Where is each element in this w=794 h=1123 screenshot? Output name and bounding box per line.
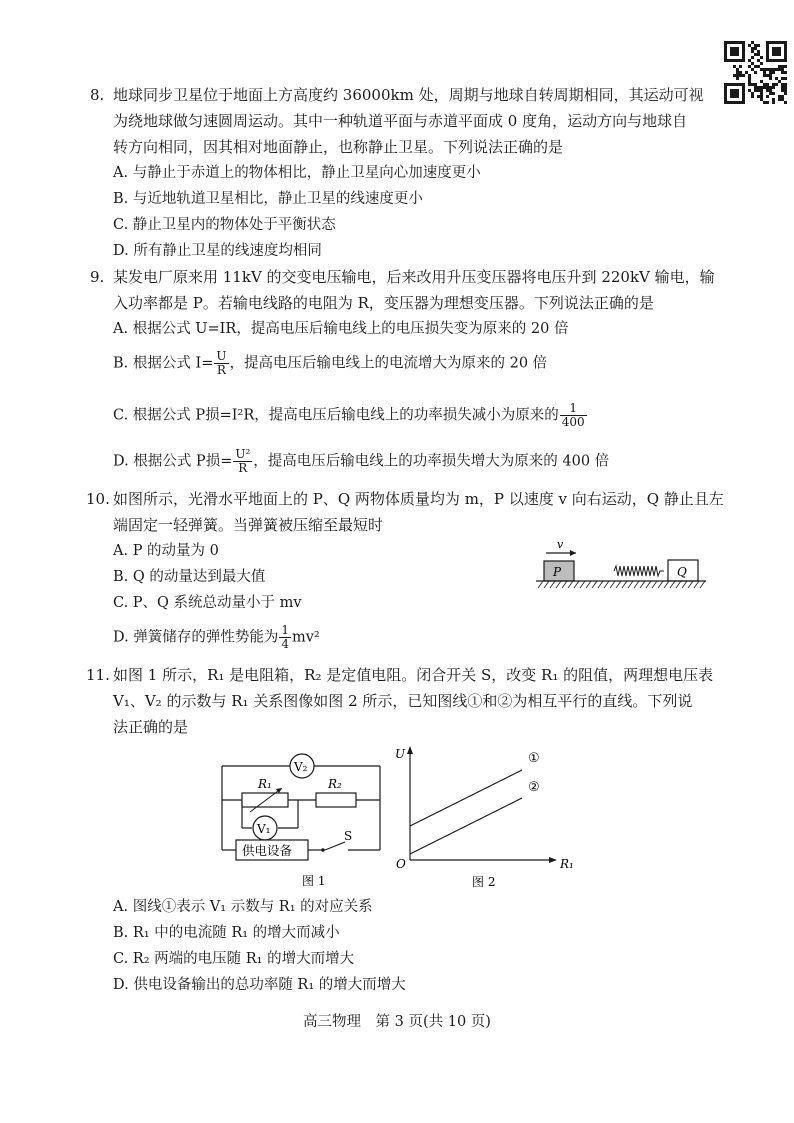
qr-module bbox=[760, 89, 763, 92]
qr-module bbox=[751, 47, 754, 50]
q10-option-d-prefix: D. 弹簧储存的弹性势能为 bbox=[113, 629, 279, 646]
q8-stem-line-3: 转方向相同，因其相对地面静止，也称静止卫星。下列说法正确的是 bbox=[113, 138, 564, 156]
qr-module bbox=[748, 77, 751, 80]
graph-figure-2 bbox=[392, 740, 592, 892]
switch-label: S bbox=[344, 829, 353, 843]
qr-module bbox=[769, 86, 772, 89]
qr-module bbox=[784, 89, 787, 92]
hatch-mark bbox=[670, 581, 675, 588]
hatch-mark bbox=[616, 581, 621, 588]
hatch-mark bbox=[598, 581, 603, 588]
qr-module bbox=[739, 74, 742, 77]
voltmeter-v2-label: V₂ bbox=[294, 760, 308, 774]
q9-option-d-fraction bbox=[233, 448, 252, 475]
qr-module bbox=[766, 74, 769, 77]
hatch-mark bbox=[556, 581, 561, 588]
qr-module bbox=[784, 65, 787, 68]
q8-stem-line-2: 为绕地球做匀速圆周运动。其中一种轨道平面与赤道平面成 0 度角，运动方向与地球自 bbox=[113, 112, 688, 130]
qr-module bbox=[757, 53, 760, 56]
qr-module bbox=[748, 59, 751, 62]
qr-module bbox=[757, 89, 760, 92]
qr-module bbox=[772, 68, 775, 71]
qr-module bbox=[736, 71, 739, 74]
qr-module bbox=[763, 86, 766, 89]
qr-module bbox=[751, 41, 754, 44]
qr-module bbox=[772, 92, 775, 95]
hatch-mark bbox=[622, 581, 627, 588]
hatch-mark bbox=[700, 581, 705, 588]
qr-module bbox=[778, 80, 781, 83]
qr-module bbox=[760, 62, 763, 65]
q10-figure bbox=[530, 536, 710, 592]
qr-module bbox=[775, 68, 778, 71]
q9-option-c-fraction bbox=[560, 402, 587, 429]
q9-option-b-suffix: ，提高电压后输电线上的电流增大为原来的 20 倍 bbox=[229, 355, 548, 372]
q9-option-b-fraction bbox=[214, 350, 228, 377]
hatch-mark bbox=[538, 581, 543, 588]
q8-option-a: A. 与静止于赤道上的物体相比，静止卫星向心加速度更小 bbox=[113, 165, 481, 181]
hatch-mark bbox=[544, 581, 549, 588]
spring bbox=[614, 566, 664, 576]
qr-module bbox=[748, 44, 751, 47]
hatch-mark bbox=[550, 581, 555, 588]
qr-module bbox=[784, 101, 787, 104]
hatch-mark bbox=[682, 581, 687, 588]
qr-module bbox=[784, 92, 787, 95]
qr-module bbox=[757, 65, 760, 68]
hatch-mark bbox=[580, 581, 585, 588]
q10-stem-line-1: 如图所示，光滑水平地面上的 P、Q 两物体质量均为 m，P 以速度 v 向右运动，Q 静止且左 bbox=[113, 490, 724, 508]
qr-module bbox=[781, 71, 784, 74]
qr-module bbox=[757, 95, 760, 98]
switch-contact bbox=[321, 848, 325, 852]
hatch-mark bbox=[592, 581, 597, 588]
q11-stem-line-2: V₁、V₂ 的示数与 R₁ 关系图像如图 2 所示，已知图线①和②为相互平行的直线。下列说 bbox=[113, 692, 693, 710]
qr-module bbox=[754, 86, 757, 89]
hatch-mark bbox=[688, 581, 693, 588]
qr-module bbox=[763, 68, 766, 71]
q10-option-d-fraction bbox=[279, 624, 291, 651]
qr-finder bbox=[730, 89, 739, 98]
r1-label: R₁ bbox=[258, 777, 272, 791]
qr-module bbox=[778, 68, 781, 71]
voltmeter-v1-label: V₁ bbox=[257, 822, 271, 836]
qr-module bbox=[763, 83, 766, 86]
circuit-figure-1 bbox=[212, 748, 392, 890]
qr-module bbox=[754, 47, 757, 50]
q8-option-d: D. 所有静止卫星的线速度均相同 bbox=[113, 243, 322, 259]
qr-module bbox=[754, 89, 757, 92]
qr-module bbox=[754, 44, 757, 47]
qr-module bbox=[784, 71, 787, 74]
q9-option-c-numerator: 1 bbox=[560, 402, 587, 416]
hatch-mark bbox=[652, 581, 657, 588]
qr-module bbox=[748, 80, 751, 83]
q10-option-d bbox=[113, 624, 320, 651]
hatch-mark bbox=[646, 581, 651, 588]
qr-module bbox=[781, 86, 784, 89]
q9-option-c-denominator: 400 bbox=[561, 415, 585, 429]
qr-module bbox=[760, 92, 763, 95]
q10-option-d-numerator: 1 bbox=[281, 623, 289, 637]
qr-module bbox=[760, 98, 763, 101]
qr-module bbox=[736, 68, 739, 71]
qr-module bbox=[769, 89, 772, 92]
r1-axis-label: R₁ bbox=[560, 857, 574, 871]
qr-module bbox=[751, 83, 754, 86]
qr-module bbox=[778, 98, 781, 101]
qr-module bbox=[742, 74, 745, 77]
qr-module bbox=[754, 65, 757, 68]
qr-module bbox=[763, 71, 766, 74]
qr-module bbox=[781, 77, 784, 80]
qr-module bbox=[760, 86, 763, 89]
qr-module bbox=[763, 74, 766, 77]
qr-module bbox=[781, 95, 784, 98]
figure-1-caption: 图 1 bbox=[302, 874, 326, 888]
qr-module bbox=[760, 80, 763, 83]
q10-option-c: C. P、Q 系统总动量小于 mv bbox=[113, 595, 302, 611]
qr-module bbox=[766, 95, 769, 98]
qr-module bbox=[739, 71, 742, 74]
qr-module bbox=[769, 68, 772, 71]
q10-option-a: A. P 的动量为 0 bbox=[113, 543, 219, 559]
qr-module bbox=[766, 101, 769, 104]
hatch-mark bbox=[658, 581, 663, 588]
qr-module bbox=[751, 50, 754, 53]
u-axis bbox=[407, 746, 413, 860]
graph-line-2 bbox=[410, 798, 522, 854]
qr-module bbox=[772, 71, 775, 74]
page-footer: 高三物理 第 3 页(共 10 页) bbox=[303, 1014, 491, 1030]
hatch-mark bbox=[586, 581, 591, 588]
q9-option-d-prefix: D. 根据公式 P损= bbox=[113, 453, 233, 470]
qr-module bbox=[772, 86, 775, 89]
qr-module bbox=[760, 56, 763, 59]
qr-module bbox=[751, 56, 754, 59]
u-axis-label: U bbox=[395, 747, 406, 761]
qr-module bbox=[748, 89, 751, 92]
q9-option-b-denominator: R bbox=[216, 363, 226, 377]
q9-option-b bbox=[113, 350, 547, 377]
q9-stem-line-2: 入功率都是 P。若输电线路的电阻为 R，变压器为理想变压器。下列说法正确的是 bbox=[113, 294, 654, 312]
qr-module bbox=[769, 74, 772, 77]
q11-stem-line-3: 法正确的是 bbox=[113, 718, 189, 736]
q10-option-d-denominator: 4 bbox=[281, 637, 289, 651]
qr-module bbox=[748, 83, 751, 86]
rheostat-r1 bbox=[242, 788, 288, 812]
hatch-mark bbox=[634, 581, 639, 588]
block-q-label: Q bbox=[677, 565, 687, 579]
q11-option-a: A. 图线①表示 V₁ 示数与 R₁ 的对应关系 bbox=[113, 899, 373, 915]
resistor-r2 bbox=[316, 793, 356, 807]
qr-module bbox=[784, 83, 787, 86]
q11-option-b: B. R₁ 中的电流随 R₁ 的增大而减小 bbox=[113, 925, 340, 941]
qr-module bbox=[733, 74, 736, 77]
hatch-mark bbox=[610, 581, 615, 588]
qr-module bbox=[736, 77, 739, 80]
qr-module bbox=[772, 98, 775, 101]
qr-module bbox=[760, 95, 763, 98]
q8-number: 8. bbox=[90, 86, 105, 104]
q9-option-d bbox=[113, 448, 609, 475]
q11-number: 11. bbox=[86, 666, 110, 684]
hatch-mark bbox=[604, 581, 609, 588]
qr-finder bbox=[730, 47, 739, 56]
qr-module bbox=[757, 50, 760, 53]
q11-stem-line-1: 如图 1 所示，R₁ 是电阻箱，R₂ 是定值电阻。闭合开关 S，改变 R₁ 的阻值，两理想电压表 bbox=[113, 666, 714, 684]
q9-stem-line-1: 某发电厂原来用 11kV 的交变电压输电，后来改用升压变压器将电压升到 220kV 输电，输 bbox=[113, 268, 715, 286]
qr-module bbox=[775, 83, 778, 86]
qr-code bbox=[720, 40, 790, 104]
q10-option-d-suffix: mv² bbox=[291, 629, 320, 646]
qr-module bbox=[736, 74, 739, 77]
qr-module bbox=[739, 65, 742, 68]
qr-module bbox=[781, 89, 784, 92]
qr-module bbox=[766, 89, 769, 92]
qr-module bbox=[751, 95, 754, 98]
qr-module bbox=[751, 68, 754, 71]
q9-option-b-prefix: B. 根据公式 I= bbox=[113, 355, 214, 372]
power-supply-label: 供电设备 bbox=[242, 843, 293, 858]
qr-module bbox=[766, 86, 769, 89]
qr-module bbox=[769, 92, 772, 95]
qr-module bbox=[757, 59, 760, 62]
voltmeter-v1 bbox=[253, 816, 277, 840]
qr-module bbox=[754, 83, 757, 86]
q8-option-c: C. 静止卫星内的物体处于平衡状态 bbox=[113, 217, 336, 233]
q9-option-a: A. 根据公式 U=IR，提高电压后输电线上的电压损失变为原来的 20 倍 bbox=[113, 321, 569, 337]
qr-module bbox=[766, 83, 769, 86]
figure-2-caption: 图 2 bbox=[472, 875, 496, 889]
qr-module bbox=[757, 44, 760, 47]
hatch-mark bbox=[664, 581, 669, 588]
q9-option-c-prefix: C. 根据公式 P损=I²R，提高电压后输电线上的功率损失减小为原来的 bbox=[113, 407, 559, 424]
hatch-mark bbox=[640, 581, 645, 588]
qr-module bbox=[748, 65, 751, 68]
q10-stem-line-2: 端固定一轻弹簧。当弹簧被压缩至最短时 bbox=[113, 516, 384, 534]
qr-module bbox=[781, 83, 784, 86]
qr-module bbox=[778, 95, 781, 98]
qr-module bbox=[751, 62, 754, 65]
qr-module bbox=[757, 86, 760, 89]
hatch-mark bbox=[628, 581, 633, 588]
hatch-mark bbox=[676, 581, 681, 588]
qr-finder bbox=[772, 47, 781, 56]
q11-option-d: D. 供电设备输出的总功率随 R₁ 的增大而增大 bbox=[113, 977, 406, 993]
qr-module bbox=[769, 71, 772, 74]
origin-label: O bbox=[396, 857, 406, 871]
qr-module bbox=[781, 65, 784, 68]
qr-module bbox=[745, 71, 748, 74]
q8-option-b: B. 与近地轨道卫星相比，静止卫星的线速度更小 bbox=[113, 191, 423, 207]
qr-module bbox=[754, 71, 757, 74]
qr-module bbox=[751, 92, 754, 95]
qr-module bbox=[784, 86, 787, 89]
qr-module bbox=[778, 65, 781, 68]
q9-option-c bbox=[113, 402, 588, 429]
qr-module bbox=[760, 68, 763, 71]
q9-option-d-numerator: U² bbox=[235, 447, 251, 461]
q9-option-d-denominator: R bbox=[238, 461, 248, 475]
hatch-mark bbox=[562, 581, 567, 588]
q9-option-d-suffix: ，提高电压后输电线上的功率损失增大为原来的 400 倍 bbox=[253, 453, 610, 470]
q10-number: 10. bbox=[86, 490, 110, 508]
qr-module bbox=[772, 83, 775, 86]
qr-module bbox=[733, 65, 736, 68]
qr-module bbox=[781, 68, 784, 71]
block-p-label: P bbox=[553, 565, 562, 579]
r1-axis bbox=[410, 857, 557, 863]
ground-hatching bbox=[538, 581, 705, 588]
graph-line-1 bbox=[410, 770, 522, 826]
qr-module bbox=[769, 77, 772, 80]
q11-option-c: C. R₂ 两端的电压随 R₁ 的增大而增大 bbox=[113, 951, 355, 967]
qr-module bbox=[772, 101, 775, 104]
hatch-mark bbox=[694, 581, 699, 588]
q9-number: 9. bbox=[90, 268, 105, 286]
qr-module bbox=[748, 74, 751, 77]
qr-module bbox=[784, 77, 787, 80]
qr-module bbox=[775, 77, 778, 80]
velocity-label: v bbox=[557, 538, 564, 551]
qr-module bbox=[781, 98, 784, 101]
qr-module bbox=[763, 101, 766, 104]
graph-line-1-label: ① bbox=[528, 751, 540, 766]
qr-module bbox=[766, 68, 769, 71]
hatch-mark bbox=[568, 581, 573, 588]
hatch-mark bbox=[574, 581, 579, 588]
voltmeter-v2 bbox=[290, 754, 314, 778]
r2-label: R₂ bbox=[328, 777, 342, 791]
q9-option-b-numerator: U bbox=[216, 349, 227, 363]
qr-module bbox=[754, 53, 757, 56]
graph-line-2-label: ② bbox=[528, 780, 540, 795]
q10-option-b: B. Q 的动量达到最大值 bbox=[113, 569, 266, 585]
q8-stem-line-1: 地球同步卫星位于地面上方高度约 36000km 处，周期与地球自转周期相同，其运动可视 bbox=[113, 86, 704, 104]
